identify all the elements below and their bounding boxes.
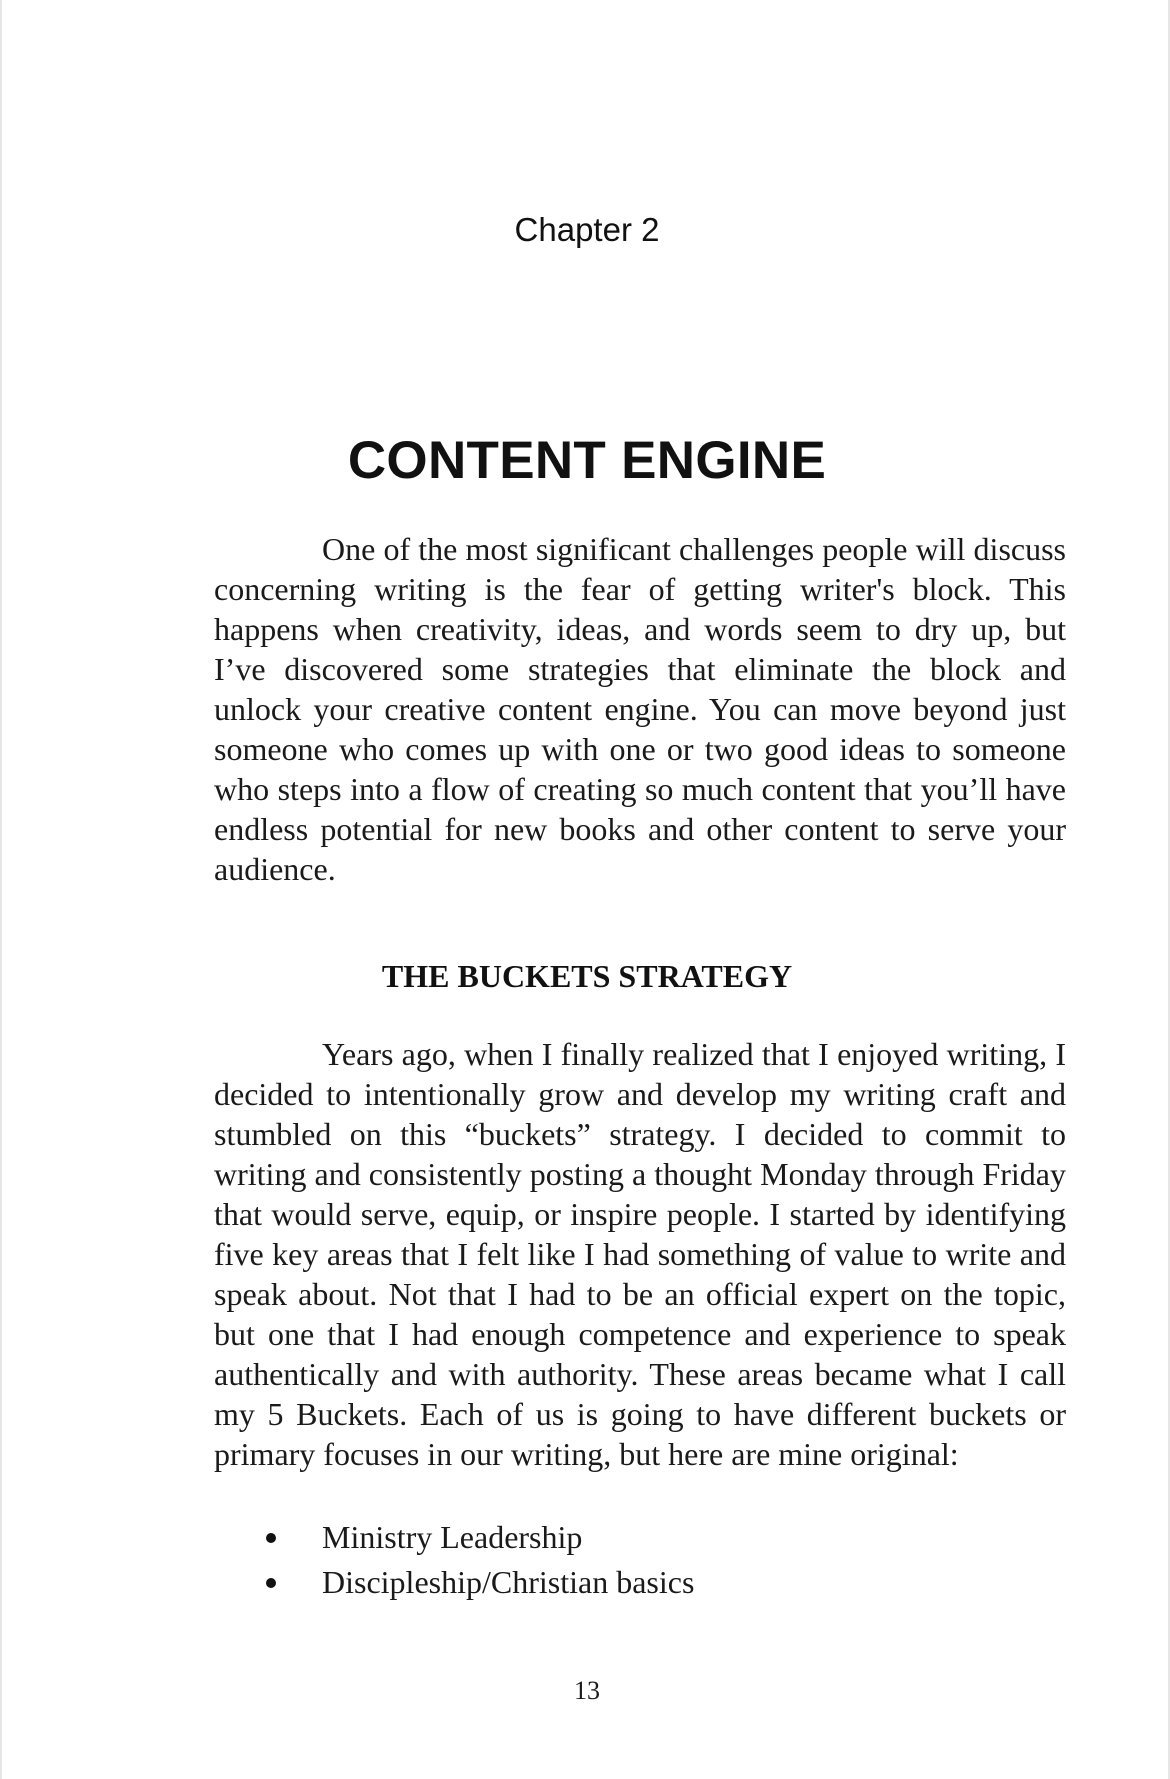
- section-paragraph: Years ago, when I finally realized that I enjoyed writing, I decided to intentionally grow and develop my writing craft and stumbled on this “buckets” strategy. I decided to commit to writing and consistently posting a thought Monday through Friday that would serve, equip, or inspire people. I started by identifying five key areas that I felt like I had something of value to write and speak about. Not that I had to be an official expert on the topic, but one that I had enough competence and experience to speak authentically and with authority. These areas became what I call my 5 Buckets. Each of us is going to have different buckets or primary focuses in our writing, but here are mine original:: [214, 1036, 1066, 1472]
- page-number: 13: [574, 1676, 600, 1705]
- chapter-title: CONTENT ENGINE: [347, 431, 827, 490]
- chapter-label: Chapter 2: [514, 211, 660, 248]
- intro-paragraph: One of the most significant challenges people will discuss concerning writing is the fear of getting writer's block. This happens when creativity, ideas, and words seem to dry up, but I’ve discovered some strategies that eliminate the block and unlock your creative content engine. You can move beyond just someone who comes up with one or two good ideas to someone who steps into a flow of creating so much content that you’ll have endless potential for new books and other content to serve your audience.: [214, 531, 1066, 887]
- section-heading: THE BUCKETS STRATEGY: [381, 958, 793, 994]
- bullet-icon: [266, 1533, 276, 1543]
- list-item-label: Discipleship/Christian basics: [322, 1564, 695, 1600]
- list-item: [214, 1515, 1066, 1560]
- list-item-label: Ministry Leadership: [322, 1519, 583, 1555]
- bucket-list: [214, 1515, 1066, 1605]
- section-text-block: [214, 1034, 1066, 1474]
- list-item: [214, 1560, 1066, 1605]
- intro-text-block: [214, 529, 1066, 889]
- bullet-icon: [266, 1578, 276, 1588]
